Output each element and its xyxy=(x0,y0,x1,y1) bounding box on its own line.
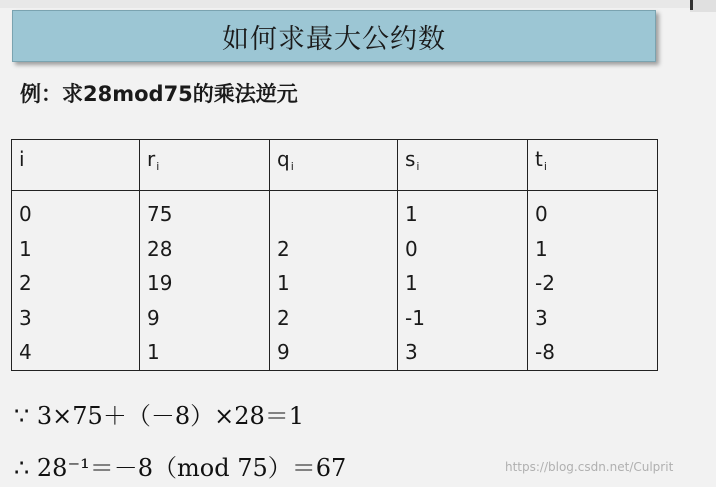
header-subscript: i xyxy=(543,160,547,173)
title-banner xyxy=(12,10,656,62)
table-cell: 2 xyxy=(19,271,32,295)
top-strip xyxy=(0,0,716,8)
table-cell: 3 xyxy=(535,305,548,330)
corner-mark xyxy=(690,0,716,12)
table-cell: 0 xyxy=(535,202,548,226)
table-cell: -2 xyxy=(535,271,555,295)
table-cell: 4 xyxy=(19,340,32,364)
table-cell: 2 xyxy=(277,305,290,330)
table-cell: 0 xyxy=(19,202,32,226)
table-cell: 19 xyxy=(147,271,173,295)
header-subscript: i xyxy=(156,160,160,173)
header-q xyxy=(270,140,398,191)
table-cell: 1 xyxy=(405,202,418,226)
column-r-values xyxy=(140,191,270,371)
column-q-values xyxy=(270,191,398,371)
table-cell: 28 xyxy=(147,236,173,261)
slide-title: 如何求最大公约数 xyxy=(222,23,446,55)
header-label: t xyxy=(535,147,543,171)
table-cell: 1 xyxy=(535,236,548,261)
header-label: s xyxy=(405,147,416,171)
table-cell: 1 xyxy=(277,271,290,295)
header-label: q xyxy=(277,147,290,171)
formula-because: ∵ 3×75＋（－8）×28＝1 xyxy=(14,402,305,430)
table-cell: 1 xyxy=(19,236,32,261)
table-cell: 9 xyxy=(277,340,290,364)
header-i xyxy=(12,140,140,191)
formula-therefore: ∴ 28⁻¹＝－8（mod 75）＝67 xyxy=(14,454,347,482)
table-cell: 9 xyxy=(147,305,160,330)
header-subscript: i xyxy=(416,160,420,173)
column-i-values xyxy=(12,191,140,371)
header-subscript: i xyxy=(290,160,294,173)
header-label: i xyxy=(19,147,25,171)
table-cell: 1 xyxy=(405,271,418,295)
table-cell: -8 xyxy=(535,340,555,364)
table-header-row xyxy=(12,140,658,191)
header-s xyxy=(398,140,528,191)
header-r xyxy=(140,140,270,191)
table-cell: 75 xyxy=(147,202,173,226)
table-cell: 2 xyxy=(277,236,290,261)
example-heading: 例：求28mod75的乘法逆元 xyxy=(20,82,298,106)
table-cell: 3 xyxy=(19,305,32,330)
table-cell: -1 xyxy=(405,305,425,330)
table-body-row xyxy=(12,191,658,371)
column-s-values xyxy=(398,191,528,371)
table-cell: 3 xyxy=(405,340,418,364)
extended-euclid-table xyxy=(11,139,658,371)
column-t-values xyxy=(528,191,658,371)
table-cell xyxy=(277,197,397,232)
table-cell: 1 xyxy=(147,340,160,364)
table-cell: 0 xyxy=(405,236,418,261)
header-t xyxy=(528,140,658,191)
header-label: r xyxy=(147,147,156,171)
watermark: https://blog.csdn.net/Culprit xyxy=(505,460,674,474)
